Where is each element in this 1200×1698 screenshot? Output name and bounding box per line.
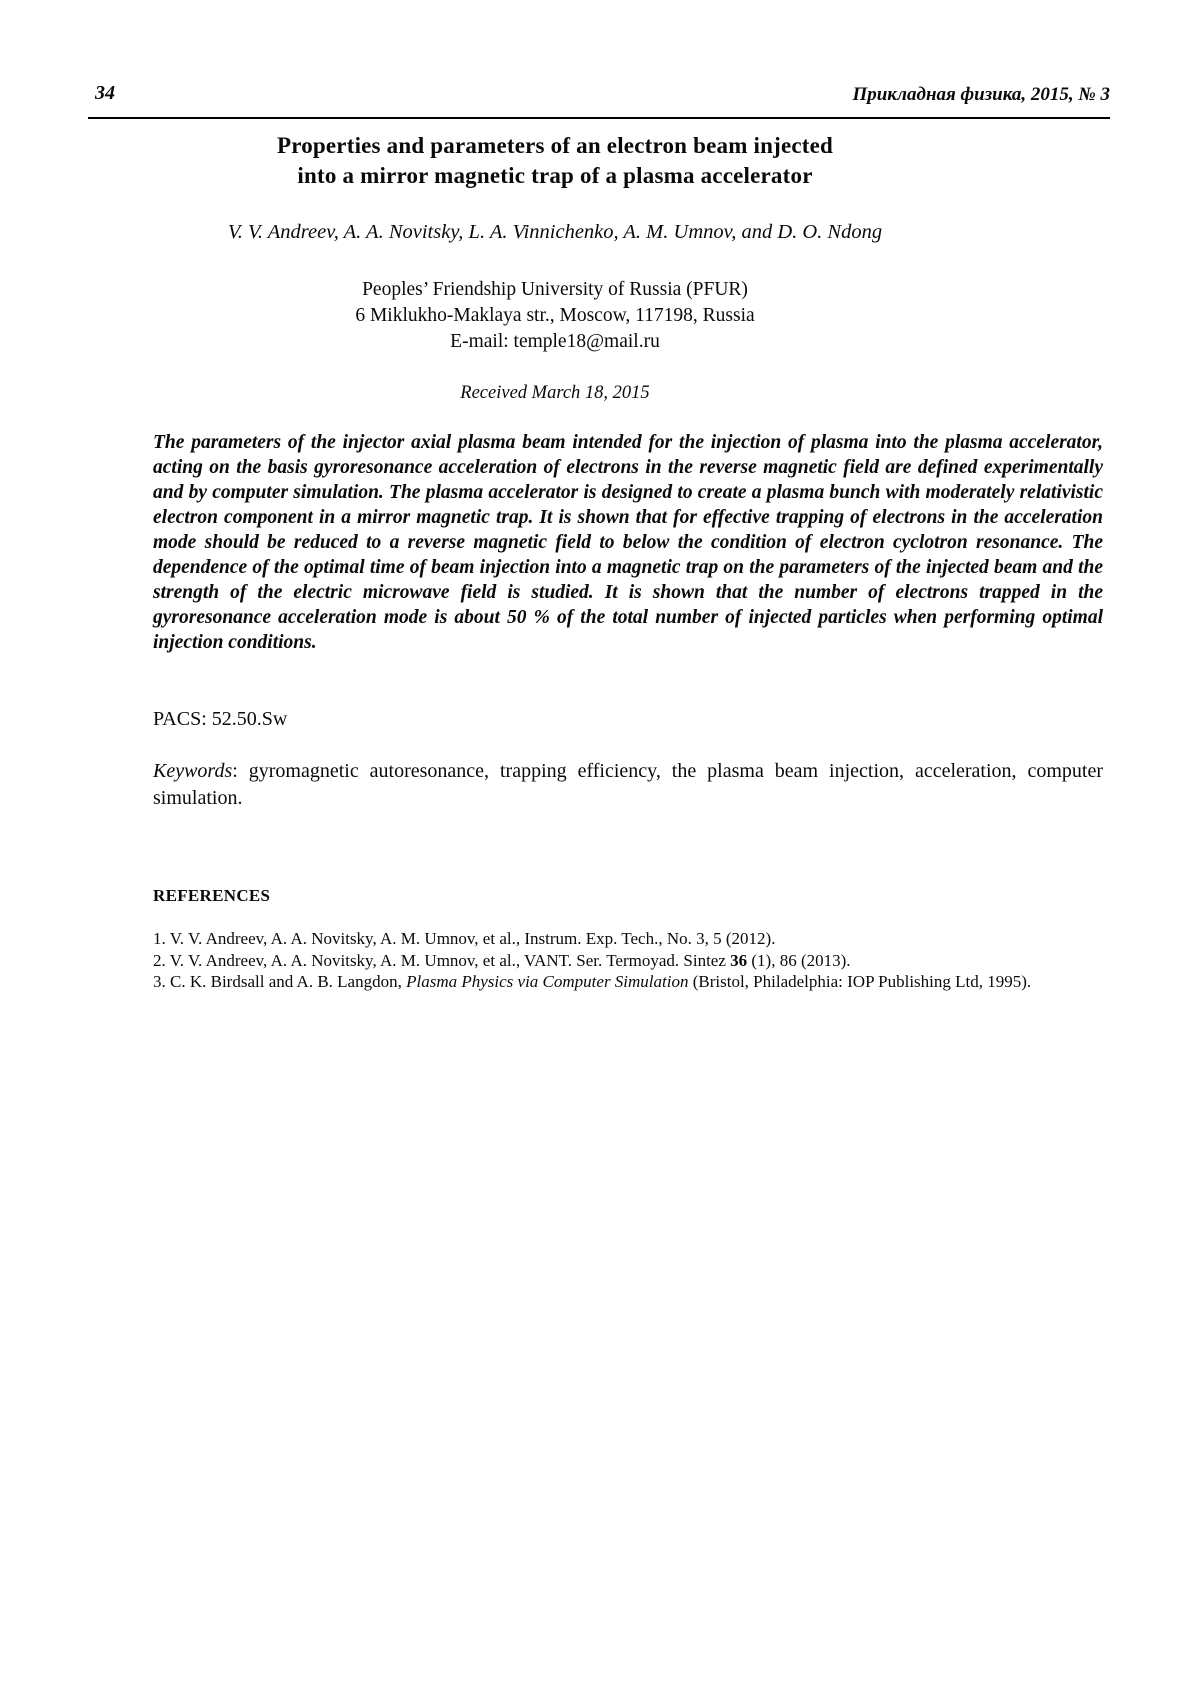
- journal-running-head: Прикладная физика, 2015, № 3: [852, 84, 1110, 105]
- reference-2-pages: (1), 86 (2013).: [747, 950, 851, 970]
- paper-title-line-2: into a mirror magnetic trap of a plasma accelerator: [297, 163, 813, 188]
- reference-3-publisher: (Bristol, Philadelphia: IOP Publishing Ltd, 1995).: [688, 972, 1032, 991]
- affiliation-address: 6 Miklukho-Maklaya str., Moscow, 117198, Russia: [355, 305, 755, 326]
- reference-3-text: 3. C. K. Birdsall and A. B. Langdon,: [153, 972, 407, 991]
- affiliation-block: [100, 277, 1010, 355]
- references-heading: REFERENCES: [153, 886, 271, 905]
- page-number: 34: [95, 82, 115, 104]
- keywords-text: : gyromagnetic autoresonance, trapping efficiency, the plasma beam injection, acceleration, computer simulation.: [153, 760, 1103, 809]
- reference-1-text: 1. V. V. Andreev, A. A. Novitsky, A. M. Umnov, et al., Instrum. Exp. Tech., No. 3, 5 (2012).: [153, 929, 776, 948]
- reference-2-text: 2. V. V. Andreev, A. A. Novitsky, A. M. Umnov, et al., VANT. Ser. Termoyad. Sintez: [153, 950, 731, 970]
- header-rule: [88, 117, 1110, 119]
- reference-item-3: [153, 971, 1163, 993]
- authors-line: V. V. Andreev, A. A. Novitsky, L. A. Vinnichenko, A. M. Umnov, and D. O. Ndong: [227, 221, 883, 243]
- pacs-line: PACS: 52.50.Sw: [153, 708, 288, 730]
- references-list: [153, 928, 1163, 993]
- reference-item-1: [153, 928, 1163, 950]
- abstract-text: The parameters of the injector axial plasma beam intended for the injection of plasma into the plasma accelerator, acting on the basis gyroresonance acceleration of electrons in the reverse magnetic field are defined experimentally and by computer simulation. The plasma accelerator is designed to create a plasma bunch with moderately relativistic electron component in a mirror magnetic trap. It is shown that for effective trapping of electrons in the acceleration mode should be reduced to a reverse magnetic field to below the condition of electron cyclotron resonance. The dependence of the optimal time of beam injection into a magnetic trap on the parameters of the injected beam and the strength of the electric microwave field is studied. It is shown that the number of electrons trapped in the gyroresonance acceleration mode is about 50 % of the total number of injected particles when performing optimal injection conditions.: [153, 432, 1103, 653]
- reference-3-book-title: Plasma Physics via Computer Simulation: [406, 972, 689, 991]
- affiliation-email: E-mail: temple18@mail.ru: [450, 331, 660, 352]
- affiliation-institution: Peoples’ Friendship University of Russia (PFUR): [362, 279, 748, 300]
- paper-title: [100, 131, 1010, 191]
- paper-title-line-1: Properties and parameters of an electron beam injected: [276, 133, 834, 158]
- keywords-label: Keywords: [153, 760, 233, 782]
- received-date: Received March 18, 2015: [460, 383, 650, 403]
- reference-2-volume: 36: [730, 950, 748, 970]
- keywords-block: [153, 758, 1103, 812]
- reference-item-2: [153, 950, 1163, 972]
